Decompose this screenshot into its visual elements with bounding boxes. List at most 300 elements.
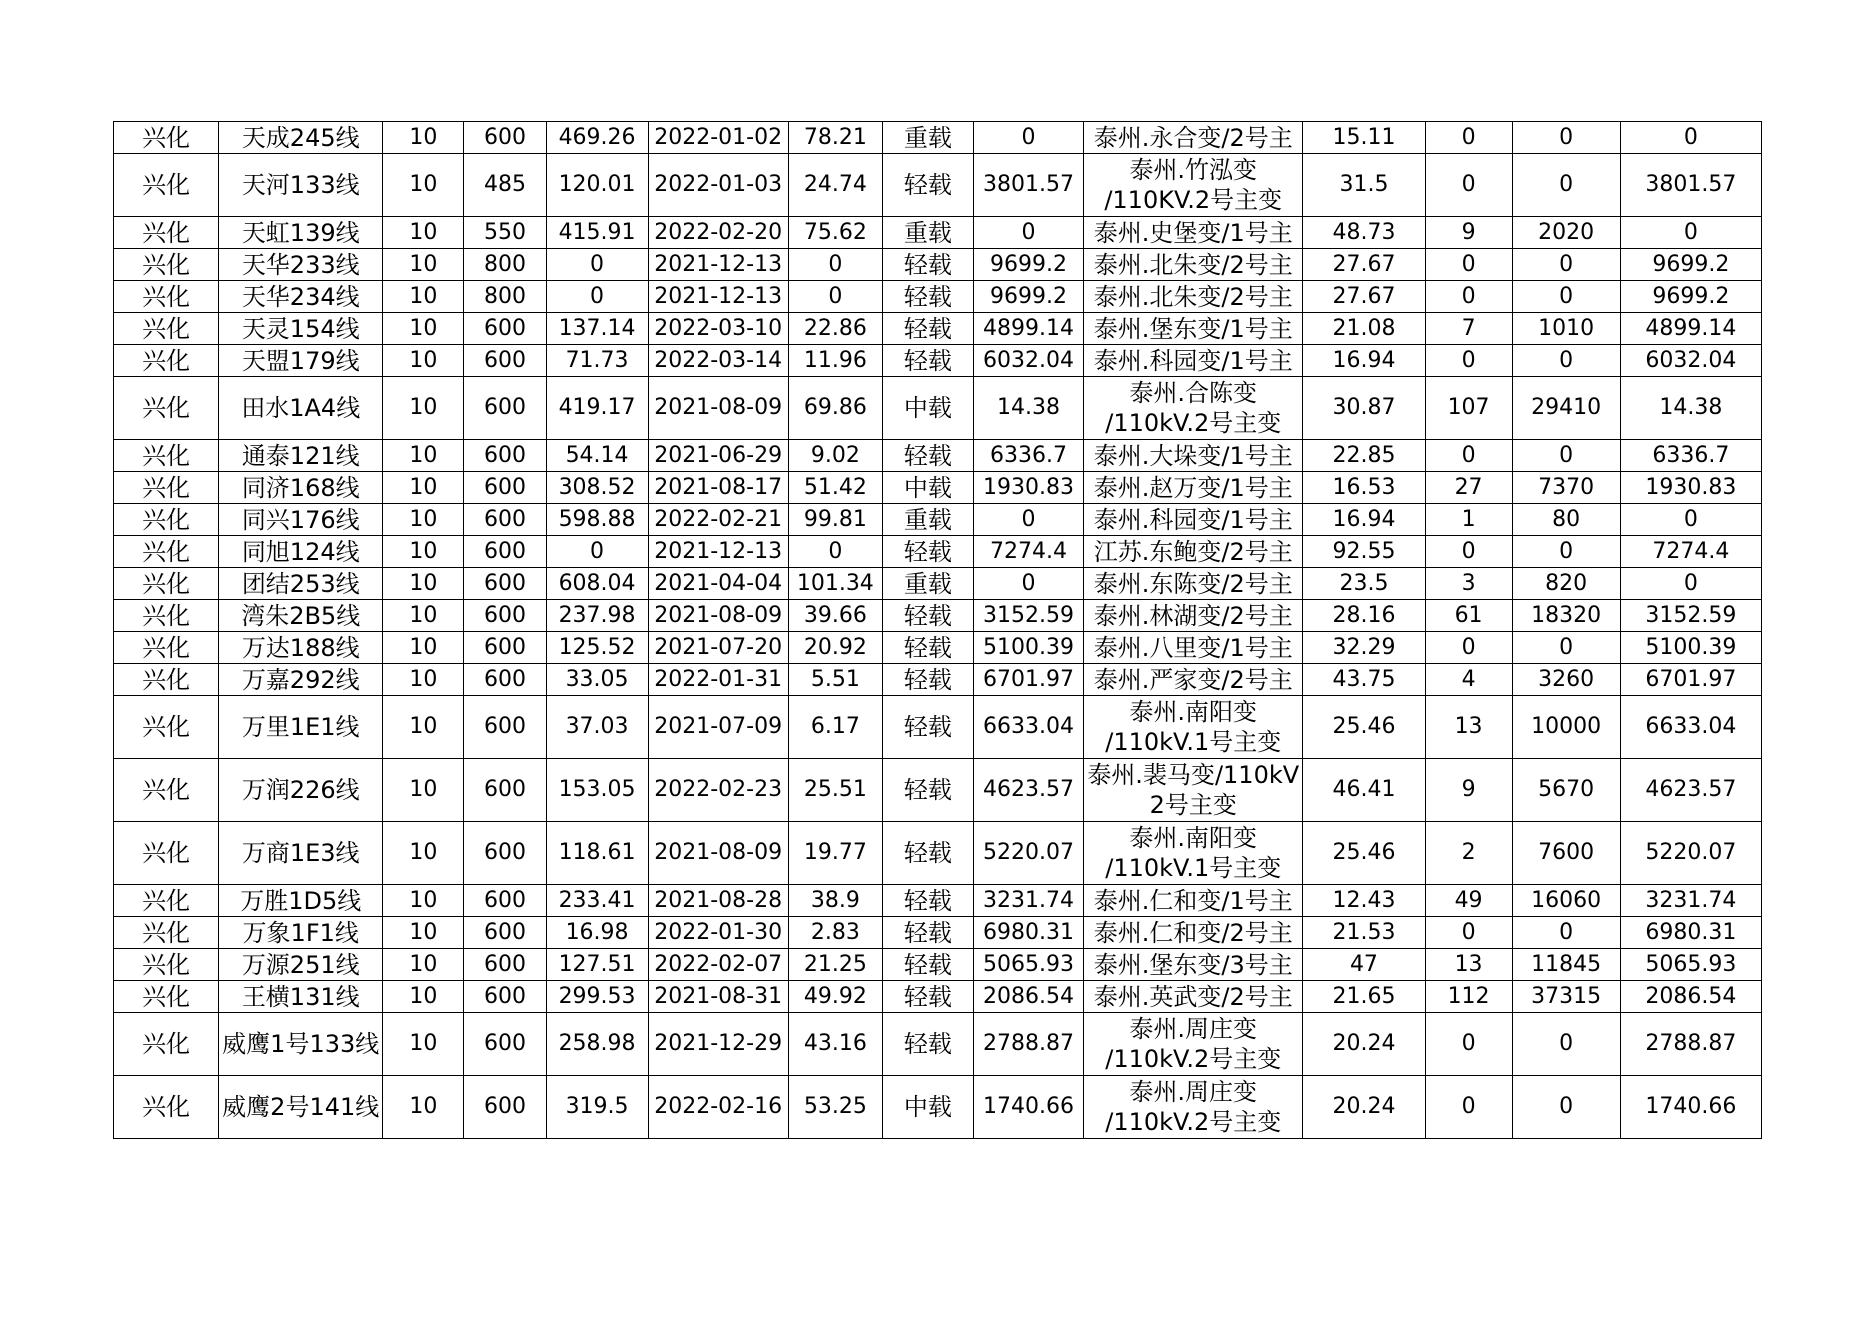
remaining-capacity-cell: 3152.59 <box>1620 600 1761 632</box>
date-cell: 2021-12-13 <box>648 249 788 281</box>
user-capacity-cell: 7600 <box>1512 822 1620 885</box>
table-row <box>114 504 1762 536</box>
spare-capacity-cell: 5065.93 <box>973 949 1083 981</box>
voltage-cell: 10 <box>383 122 464 154</box>
spare-capacity-cell: 9699.2 <box>973 281 1083 313</box>
substation-cell: 泰州.永合变/2号主 <box>1084 122 1303 154</box>
line-name-cell: 天华234线 <box>219 281 383 313</box>
remaining-capacity-cell: 6980.31 <box>1620 917 1761 949</box>
table-row <box>114 822 1762 885</box>
table-row <box>114 600 1762 632</box>
load-rate-cell: 39.66 <box>788 600 882 632</box>
line-name-cell: 威鹰2号141线 <box>219 1076 383 1139</box>
capacity-cell: 600 <box>464 632 546 664</box>
load-status-cell: 轻载 <box>882 536 973 568</box>
user-capacity-cell: 0 <box>1512 281 1620 313</box>
voltage-cell: 10 <box>383 281 464 313</box>
remaining-capacity-cell: 6336.7 <box>1620 440 1761 472</box>
line-name-cell: 田水1A4线 <box>219 377 383 440</box>
district-cell: 兴化 <box>114 759 219 822</box>
voltage-cell: 10 <box>383 1076 464 1139</box>
district-cell: 兴化 <box>114 313 219 345</box>
load-rate-cell: 0 <box>788 536 882 568</box>
substation-cell: 泰州.科园变/1号主 <box>1084 345 1303 377</box>
table-row <box>114 1013 1762 1076</box>
user-capacity-cell: 37315 <box>1512 981 1620 1013</box>
load-status-cell: 中载 <box>882 1076 973 1139</box>
user-count-cell: 1 <box>1425 504 1512 536</box>
line-name-cell: 万胜1D5线 <box>219 885 383 917</box>
table-row <box>114 472 1762 504</box>
load-rate-cell: 5.51 <box>788 664 882 696</box>
table-row <box>114 949 1762 981</box>
line-name-cell: 同兴176线 <box>219 504 383 536</box>
user-count-cell: 0 <box>1425 1076 1512 1139</box>
user-capacity-cell: 11845 <box>1512 949 1620 981</box>
line-name-cell: 万商1E3线 <box>219 822 383 885</box>
district-cell: 兴化 <box>114 1076 219 1139</box>
date-cell: 2022-01-31 <box>648 664 788 696</box>
district-cell: 兴化 <box>114 504 219 536</box>
main-load-rate-cell: 16.94 <box>1303 504 1425 536</box>
user-count-cell: 107 <box>1425 377 1512 440</box>
table-row <box>114 377 1762 440</box>
voltage-cell: 10 <box>383 632 464 664</box>
district-cell: 兴化 <box>114 632 219 664</box>
main-load-rate-cell: 32.29 <box>1303 632 1425 664</box>
main-load-rate-cell: 46.41 <box>1303 759 1425 822</box>
user-capacity-cell: 0 <box>1512 1076 1620 1139</box>
district-cell: 兴化 <box>114 664 219 696</box>
load-cell: 0 <box>546 536 648 568</box>
load-rate-cell: 43.16 <box>788 1013 882 1076</box>
load-rate-cell: 49.92 <box>788 981 882 1013</box>
substation-cell: 泰州.堡东变/3号主 <box>1084 949 1303 981</box>
user-capacity-cell: 5670 <box>1512 759 1620 822</box>
spare-capacity-cell: 3231.74 <box>973 885 1083 917</box>
main-load-rate-cell: 47 <box>1303 949 1425 981</box>
user-count-cell: 3 <box>1425 568 1512 600</box>
load-status-cell: 重载 <box>882 217 973 249</box>
capacity-cell: 800 <box>464 281 546 313</box>
line-name-cell: 天成245线 <box>219 122 383 154</box>
load-status-cell: 轻载 <box>882 885 973 917</box>
remaining-capacity-cell: 0 <box>1620 504 1761 536</box>
voltage-cell: 10 <box>383 600 464 632</box>
substation-cell: 泰州.史堡变/1号主 <box>1084 217 1303 249</box>
load-cell: 319.5 <box>546 1076 648 1139</box>
voltage-cell: 10 <box>383 664 464 696</box>
load-cell: 258.98 <box>546 1013 648 1076</box>
date-cell: 2022-02-16 <box>648 1076 788 1139</box>
load-cell: 0 <box>546 249 648 281</box>
remaining-capacity-cell: 0 <box>1620 217 1761 249</box>
load-status-cell: 轻载 <box>882 949 973 981</box>
load-cell: 118.61 <box>546 822 648 885</box>
capacity-cell: 600 <box>464 568 546 600</box>
capacity-cell: 600 <box>464 1013 546 1076</box>
district-cell: 兴化 <box>114 281 219 313</box>
date-cell: 2021-08-09 <box>648 822 788 885</box>
district-cell: 兴化 <box>114 249 219 281</box>
load-cell: 608.04 <box>546 568 648 600</box>
load-status-cell: 轻载 <box>882 822 973 885</box>
table-row <box>114 122 1762 154</box>
remaining-capacity-cell: 3801.57 <box>1620 154 1761 217</box>
load-cell: 127.51 <box>546 949 648 981</box>
load-status-cell: 轻载 <box>882 345 973 377</box>
voltage-cell: 10 <box>383 1013 464 1076</box>
remaining-capacity-cell: 0 <box>1620 122 1761 154</box>
remaining-capacity-cell: 0 <box>1620 568 1761 600</box>
voltage-cell: 10 <box>383 696 464 759</box>
date-cell: 2021-12-13 <box>648 281 788 313</box>
substation-cell: 泰州.周庄变 /110kV.2号主变 <box>1084 1076 1303 1139</box>
table-row <box>114 664 1762 696</box>
capacity-cell: 600 <box>464 1076 546 1139</box>
load-rate-cell: 11.96 <box>788 345 882 377</box>
substation-cell: 泰州.合陈变 /110kV.2号主变 <box>1084 377 1303 440</box>
main-load-rate-cell: 43.75 <box>1303 664 1425 696</box>
user-capacity-cell: 0 <box>1512 440 1620 472</box>
district-cell: 兴化 <box>114 122 219 154</box>
load-cell: 153.05 <box>546 759 648 822</box>
spare-capacity-cell: 0 <box>973 568 1083 600</box>
date-cell: 2022-03-10 <box>648 313 788 345</box>
substation-cell: 泰州.东陈变/2号主 <box>1084 568 1303 600</box>
load-status-cell: 中载 <box>882 377 973 440</box>
voltage-cell: 10 <box>383 759 464 822</box>
load-cell: 469.26 <box>546 122 648 154</box>
date-cell: 2022-02-07 <box>648 949 788 981</box>
load-rate-cell: 53.25 <box>788 1076 882 1139</box>
table-row <box>114 917 1762 949</box>
user-count-cell: 0 <box>1425 345 1512 377</box>
spare-capacity-cell: 0 <box>973 122 1083 154</box>
main-load-rate-cell: 23.5 <box>1303 568 1425 600</box>
main-load-rate-cell: 30.87 <box>1303 377 1425 440</box>
voltage-cell: 10 <box>383 504 464 536</box>
load-rate-cell: 2.83 <box>788 917 882 949</box>
line-name-cell: 万嘉292线 <box>219 664 383 696</box>
main-load-rate-cell: 12.43 <box>1303 885 1425 917</box>
capacity-cell: 600 <box>464 696 546 759</box>
table-row <box>114 345 1762 377</box>
user-capacity-cell: 0 <box>1512 345 1620 377</box>
voltage-cell: 10 <box>383 217 464 249</box>
voltage-cell: 10 <box>383 949 464 981</box>
date-cell: 2022-02-21 <box>648 504 788 536</box>
user-count-cell: 2 <box>1425 822 1512 885</box>
table-row <box>114 313 1762 345</box>
spare-capacity-cell: 4899.14 <box>973 313 1083 345</box>
table-row <box>114 536 1762 568</box>
load-cell: 415.91 <box>546 217 648 249</box>
spare-capacity-cell: 6980.31 <box>973 917 1083 949</box>
voltage-cell: 10 <box>383 377 464 440</box>
capacity-cell: 600 <box>464 377 546 440</box>
date-cell: 2022-02-20 <box>648 217 788 249</box>
date-cell: 2022-01-02 <box>648 122 788 154</box>
voltage-cell: 10 <box>383 345 464 377</box>
load-status-cell: 重载 <box>882 568 973 600</box>
user-count-cell: 0 <box>1425 536 1512 568</box>
load-rate-cell: 9.02 <box>788 440 882 472</box>
user-capacity-cell: 10000 <box>1512 696 1620 759</box>
load-cell: 233.41 <box>546 885 648 917</box>
table-row <box>114 1076 1762 1139</box>
date-cell: 2021-08-17 <box>648 472 788 504</box>
date-cell: 2021-07-20 <box>648 632 788 664</box>
load-rate-cell: 99.81 <box>788 504 882 536</box>
main-load-rate-cell: 15.11 <box>1303 122 1425 154</box>
user-count-cell: 27 <box>1425 472 1512 504</box>
user-count-cell: 9 <box>1425 217 1512 249</box>
line-name-cell: 万达188线 <box>219 632 383 664</box>
voltage-cell: 10 <box>383 154 464 217</box>
load-cell: 299.53 <box>546 981 648 1013</box>
load-rate-cell: 22.86 <box>788 313 882 345</box>
load-cell: 137.14 <box>546 313 648 345</box>
substation-cell: 泰州.科园变/1号主 <box>1084 504 1303 536</box>
user-count-cell: 13 <box>1425 949 1512 981</box>
district-cell: 兴化 <box>114 981 219 1013</box>
load-status-cell: 轻载 <box>882 440 973 472</box>
district-cell: 兴化 <box>114 440 219 472</box>
capacity-cell: 485 <box>464 154 546 217</box>
substation-cell: 泰州.林湖变/2号主 <box>1084 600 1303 632</box>
load-status-cell: 轻载 <box>882 281 973 313</box>
spare-capacity-cell: 1740.66 <box>973 1076 1083 1139</box>
user-capacity-cell: 0 <box>1512 917 1620 949</box>
remaining-capacity-cell: 2788.87 <box>1620 1013 1761 1076</box>
line-name-cell: 天灵154线 <box>219 313 383 345</box>
load-cell: 37.03 <box>546 696 648 759</box>
user-capacity-cell: 16060 <box>1512 885 1620 917</box>
user-count-cell: 0 <box>1425 1013 1512 1076</box>
line-name-cell: 万润226线 <box>219 759 383 822</box>
capacity-cell: 800 <box>464 249 546 281</box>
load-status-cell: 轻载 <box>882 981 973 1013</box>
user-count-cell: 112 <box>1425 981 1512 1013</box>
district-cell: 兴化 <box>114 822 219 885</box>
line-name-cell: 湾朱2B5线 <box>219 600 383 632</box>
load-status-cell: 轻载 <box>882 664 973 696</box>
capacity-cell: 600 <box>464 664 546 696</box>
table-row <box>114 440 1762 472</box>
spare-capacity-cell: 9699.2 <box>973 249 1083 281</box>
user-capacity-cell: 0 <box>1512 249 1620 281</box>
voltage-cell: 10 <box>383 440 464 472</box>
substation-cell: 江苏.东鲍变/2号主 <box>1084 536 1303 568</box>
load-status-cell: 轻载 <box>882 600 973 632</box>
remaining-capacity-cell: 6633.04 <box>1620 696 1761 759</box>
line-name-cell: 同济168线 <box>219 472 383 504</box>
spare-capacity-cell: 6701.97 <box>973 664 1083 696</box>
main-load-rate-cell: 21.65 <box>1303 981 1425 1013</box>
spare-capacity-cell: 14.38 <box>973 377 1083 440</box>
district-cell: 兴化 <box>114 696 219 759</box>
district-cell: 兴化 <box>114 154 219 217</box>
remaining-capacity-cell: 6701.97 <box>1620 664 1761 696</box>
user-count-cell: 0 <box>1425 281 1512 313</box>
substation-cell: 泰州.南阳变 /110kV.1号主变 <box>1084 696 1303 759</box>
user-count-cell: 7 <box>1425 313 1512 345</box>
district-cell: 兴化 <box>114 377 219 440</box>
load-rate-cell: 0 <box>788 249 882 281</box>
load-status-cell: 轻载 <box>882 759 973 822</box>
load-rate-cell: 19.77 <box>788 822 882 885</box>
spare-capacity-cell: 2788.87 <box>973 1013 1083 1076</box>
load-cell: 125.52 <box>546 632 648 664</box>
load-status-cell: 轻载 <box>882 154 973 217</box>
load-cell: 419.17 <box>546 377 648 440</box>
user-capacity-cell: 0 <box>1512 154 1620 217</box>
district-cell: 兴化 <box>114 536 219 568</box>
user-capacity-cell: 820 <box>1512 568 1620 600</box>
user-count-cell: 49 <box>1425 885 1512 917</box>
user-count-cell: 0 <box>1425 440 1512 472</box>
main-load-rate-cell: 21.53 <box>1303 917 1425 949</box>
main-load-rate-cell: 20.24 <box>1303 1013 1425 1076</box>
table-row <box>114 759 1762 822</box>
spare-capacity-cell: 3152.59 <box>973 600 1083 632</box>
user-count-cell: 0 <box>1425 154 1512 217</box>
spare-capacity-cell: 0 <box>973 504 1083 536</box>
remaining-capacity-cell: 1740.66 <box>1620 1076 1761 1139</box>
main-load-rate-cell: 28.16 <box>1303 600 1425 632</box>
substation-cell: 泰州.裴马变/110kV 2号主变 <box>1084 759 1303 822</box>
line-name-cell: 万象1F1线 <box>219 917 383 949</box>
user-capacity-cell: 80 <box>1512 504 1620 536</box>
main-load-rate-cell: 27.67 <box>1303 281 1425 313</box>
voltage-cell: 10 <box>383 822 464 885</box>
spare-capacity-cell: 4623.57 <box>973 759 1083 822</box>
substation-cell: 泰州.南阳变 /110kV.1号主变 <box>1084 822 1303 885</box>
date-cell: 2021-04-04 <box>648 568 788 600</box>
load-status-cell: 轻载 <box>882 696 973 759</box>
user-capacity-cell: 1010 <box>1512 313 1620 345</box>
district-cell: 兴化 <box>114 1013 219 1076</box>
main-load-rate-cell: 27.67 <box>1303 249 1425 281</box>
user-capacity-cell: 0 <box>1512 536 1620 568</box>
capacity-cell: 600 <box>464 536 546 568</box>
load-status-cell: 重载 <box>882 122 973 154</box>
load-cell: 54.14 <box>546 440 648 472</box>
district-cell: 兴化 <box>114 917 219 949</box>
substation-cell: 泰州.仁和变/1号主 <box>1084 885 1303 917</box>
substation-cell: 泰州.周庄变 /110kV.2号主变 <box>1084 1013 1303 1076</box>
load-rate-cell: 101.34 <box>788 568 882 600</box>
substation-cell: 泰州.英武变/2号主 <box>1084 981 1303 1013</box>
load-rate-cell: 21.25 <box>788 949 882 981</box>
user-count-cell: 61 <box>1425 600 1512 632</box>
substation-cell: 泰州.大垛变/1号主 <box>1084 440 1303 472</box>
line-name-cell: 万里1E1线 <box>219 696 383 759</box>
user-count-cell: 13 <box>1425 696 1512 759</box>
user-count-cell: 4 <box>1425 664 1512 696</box>
capacity-cell: 600 <box>464 981 546 1013</box>
remaining-capacity-cell: 4899.14 <box>1620 313 1761 345</box>
table-row <box>114 885 1762 917</box>
line-name-cell: 天华233线 <box>219 249 383 281</box>
load-cell: 16.98 <box>546 917 648 949</box>
date-cell: 2022-01-03 <box>648 154 788 217</box>
user-capacity-cell: 0 <box>1512 1013 1620 1076</box>
capacity-cell: 600 <box>464 122 546 154</box>
user-count-cell: 0 <box>1425 917 1512 949</box>
spare-capacity-cell: 0 <box>973 217 1083 249</box>
voltage-cell: 10 <box>383 981 464 1013</box>
capacity-cell: 600 <box>464 504 546 536</box>
substation-cell: 泰州.北朱变/2号主 <box>1084 249 1303 281</box>
table-row <box>114 632 1762 664</box>
user-count-cell: 9 <box>1425 759 1512 822</box>
table-row <box>114 281 1762 313</box>
main-load-rate-cell: 31.5 <box>1303 154 1425 217</box>
main-load-rate-cell: 20.24 <box>1303 1076 1425 1139</box>
district-cell: 兴化 <box>114 600 219 632</box>
load-status-cell: 重载 <box>882 504 973 536</box>
capacity-cell: 600 <box>464 440 546 472</box>
remaining-capacity-cell: 7274.4 <box>1620 536 1761 568</box>
load-rate-cell: 69.86 <box>788 377 882 440</box>
table-row <box>114 981 1762 1013</box>
line-name-cell: 威鹰1号133线 <box>219 1013 383 1076</box>
line-name-cell: 天虹139线 <box>219 217 383 249</box>
table-row <box>114 249 1762 281</box>
remaining-capacity-cell: 5100.39 <box>1620 632 1761 664</box>
load-rate-cell: 51.42 <box>788 472 882 504</box>
voltage-cell: 10 <box>383 917 464 949</box>
spare-capacity-cell: 6633.04 <box>973 696 1083 759</box>
line-name-cell: 王横131线 <box>219 981 383 1013</box>
user-count-cell: 0 <box>1425 632 1512 664</box>
district-cell: 兴化 <box>114 885 219 917</box>
capacity-cell: 600 <box>464 759 546 822</box>
voltage-cell: 10 <box>383 568 464 600</box>
load-cell: 71.73 <box>546 345 648 377</box>
table-row <box>114 154 1762 217</box>
load-status-cell: 轻载 <box>882 313 973 345</box>
line-name-cell: 同旭124线 <box>219 536 383 568</box>
load-rate-cell: 0 <box>788 281 882 313</box>
load-status-cell: 轻载 <box>882 249 973 281</box>
capacity-cell: 600 <box>464 313 546 345</box>
user-capacity-cell: 0 <box>1512 632 1620 664</box>
district-cell: 兴化 <box>114 568 219 600</box>
substation-cell: 泰州.赵万变/1号主 <box>1084 472 1303 504</box>
load-status-cell: 中载 <box>882 472 973 504</box>
user-capacity-cell: 7370 <box>1512 472 1620 504</box>
line-name-cell: 通泰121线 <box>219 440 383 472</box>
capacity-cell: 550 <box>464 217 546 249</box>
table-row <box>114 217 1762 249</box>
load-cell: 0 <box>546 281 648 313</box>
district-cell: 兴化 <box>114 949 219 981</box>
remaining-capacity-cell: 9699.2 <box>1620 249 1761 281</box>
voltage-cell: 10 <box>383 249 464 281</box>
voltage-cell: 10 <box>383 313 464 345</box>
remaining-capacity-cell: 14.38 <box>1620 377 1761 440</box>
remaining-capacity-cell: 3231.74 <box>1620 885 1761 917</box>
load-status-cell: 轻载 <box>882 1013 973 1076</box>
date-cell: 2021-12-29 <box>648 1013 788 1076</box>
remaining-capacity-cell: 1930.83 <box>1620 472 1761 504</box>
capacity-cell: 600 <box>464 917 546 949</box>
load-rate-cell: 38.9 <box>788 885 882 917</box>
spare-capacity-cell: 5220.07 <box>973 822 1083 885</box>
